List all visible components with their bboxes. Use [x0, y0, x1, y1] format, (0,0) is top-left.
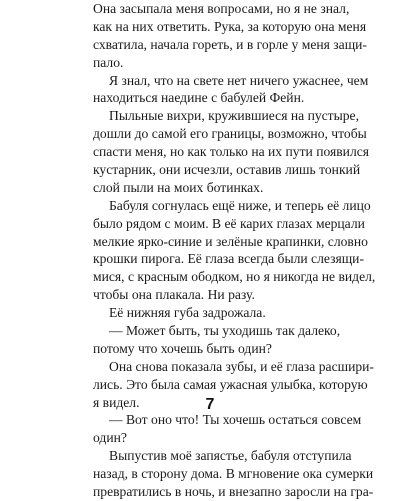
text-line: я видел. — [93, 394, 140, 410]
paragraph — [93, 197, 376, 304]
paragraph — [93, 447, 374, 501]
text-line: мелкие ярко-синие и зелёные крапинки, словно — [93, 233, 368, 249]
text-line: — Вот оно что! Ты хочешь остаться совсем — [109, 412, 362, 428]
text-line: потому что хочешь быть один? — [93, 340, 272, 356]
text-line: мися, с красным ободком, но я никогда не видел, — [93, 269, 376, 285]
text-line: превратились в ночь, и внезапно заросли на гра- — [93, 484, 374, 500]
text-line: Её нижняя губа задрожала. — [109, 305, 266, 321]
text-line: Я знал, что на свете нет ничего ужаснее, чем — [109, 72, 369, 88]
text-line: схватила, начала гореть, и в горле у меня защи- — [93, 36, 367, 52]
text-line: лись. Это была самая ужасная улыбка, которую — [93, 376, 368, 392]
text-line: Она снова показала зубы, и её глаза расшири- — [109, 358, 374, 374]
text-line: Она засыпала меня вопросами, но я не знал, — [93, 1, 350, 16]
text-line: Пыльные вихри, кружившиеся на пустыре, — [109, 108, 359, 124]
text-column — [93, 0, 376, 501]
paragraph — [93, 0, 367, 72]
text-line: спасти меня, но как только на их пути появился — [93, 144, 370, 160]
text-line: кустарник, они исчезли, оставив лишь тонкий — [93, 162, 361, 178]
paragraph — [93, 107, 370, 196]
paragraph — [93, 72, 369, 108]
text-line: пало. — [93, 54, 124, 70]
text-line: назад, в сторону дома. В мгновение ока сумерки — [93, 466, 374, 482]
text-line: дошли до самой его границы, возможно, чтобы — [93, 126, 367, 142]
text-line: один? — [93, 430, 127, 446]
text-line: — Может быть, ты уходишь так далеко, — [109, 323, 341, 339]
text-line: Выпустив моё запястье, бабуля отступила — [109, 448, 352, 464]
text-line: Бабуля согнулась ещё ниже, и теперь её лицо — [109, 197, 371, 213]
text-line: слой пыли на моих ботинках. — [93, 179, 264, 195]
text-line: было рядом с моим. В её карих глазах мерцали — [93, 215, 365, 231]
paragraph — [93, 322, 341, 358]
paragraph — [93, 411, 362, 447]
text-line: крошки пирога. Её глаза всегда были слезящи- — [93, 251, 364, 267]
text-line: как на них ответить. Рука, за которую она меня — [93, 18, 367, 34]
text-line: чтобы она плакала. Ни разу. — [93, 287, 255, 303]
text-line: находиться наедине с бабулей Фейн. — [93, 90, 305, 106]
paragraph — [93, 304, 333, 322]
page-number: 7 — [205, 396, 215, 413]
